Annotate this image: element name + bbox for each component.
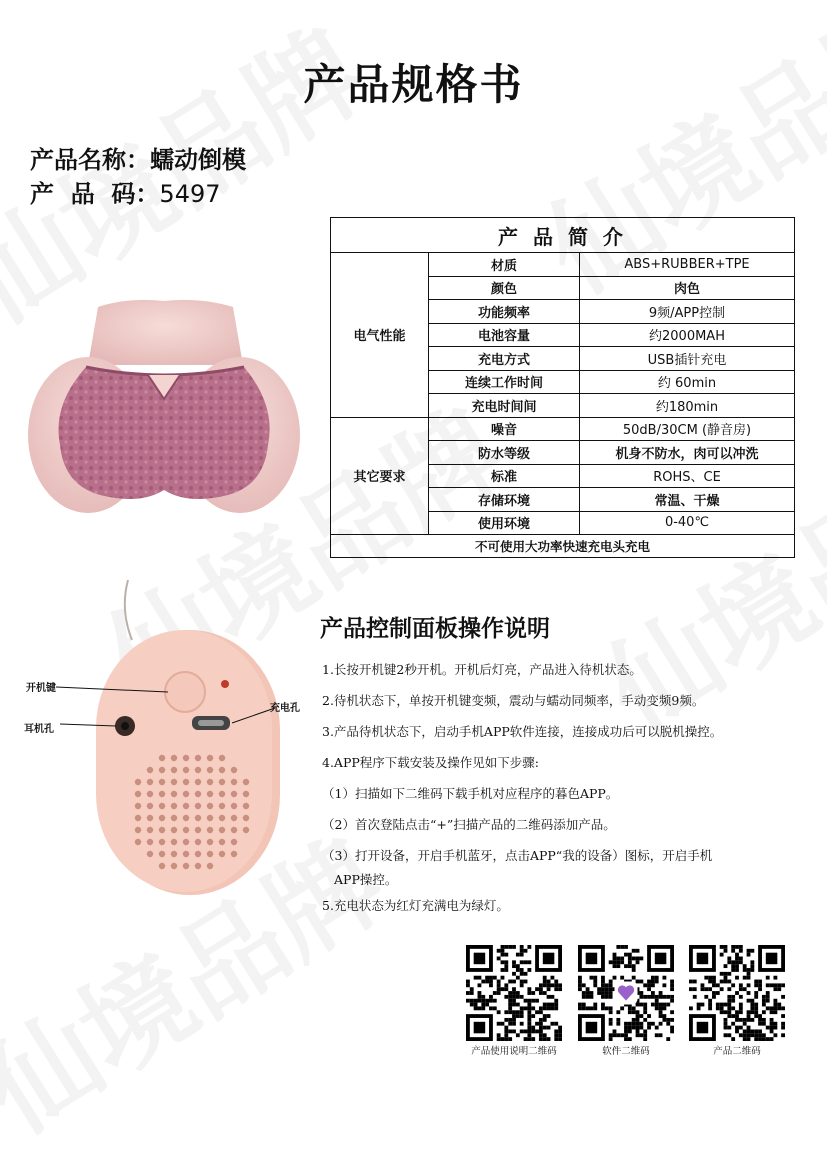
speaker-hole xyxy=(147,851,153,857)
instruction-step: 3.产品待机状态下，启动手机APP软件连接，连接成功后可以脱机操控。 xyxy=(322,724,723,739)
speaker-hole xyxy=(195,755,201,761)
spec-key: 防水等级 xyxy=(429,441,580,465)
spec-table-heading: 产 品 简 介 xyxy=(331,218,795,253)
spec-value: 约2000MAH xyxy=(580,323,795,347)
speaker-hole xyxy=(171,851,177,857)
group-other: 其它要求 xyxy=(331,417,429,535)
speaker-hole xyxy=(159,863,165,869)
speaker-hole xyxy=(171,815,177,821)
speaker-hole xyxy=(243,827,249,833)
speaker-hole xyxy=(219,839,225,845)
speaker-hole xyxy=(231,815,237,821)
product-image xyxy=(28,295,300,520)
speaker-hole xyxy=(171,863,177,869)
speaker-hole xyxy=(171,791,177,797)
speaker-hole xyxy=(207,815,213,821)
speaker-hole xyxy=(135,791,141,797)
speaker-hole xyxy=(159,791,165,797)
spec-table xyxy=(330,217,795,558)
speaker-hole xyxy=(135,803,141,809)
speaker-hole xyxy=(195,851,201,857)
speaker-hole xyxy=(183,815,189,821)
spec-key: 充电方式 xyxy=(429,347,580,371)
spec-key: 连续工作时间 xyxy=(429,370,580,394)
instruction-step: APP操控。 xyxy=(334,872,398,887)
qr-label: 软件二维码 xyxy=(602,1046,650,1057)
manual-qr-code[interactable] xyxy=(466,945,562,1041)
speaker-hole xyxy=(159,755,165,761)
group-electrical: 电气性能 xyxy=(331,253,429,418)
speaker-hole xyxy=(183,851,189,857)
speaker-hole xyxy=(159,779,165,785)
speaker-hole xyxy=(183,863,189,869)
speaker-hole xyxy=(219,803,225,809)
instruction-step: 5.充电状态为红灯充满电为绿灯。 xyxy=(322,898,509,913)
instruction-step: （1）扫描如下二维码下载手机对应程序的暮色APP。 xyxy=(322,786,619,801)
speaker-hole xyxy=(159,767,165,773)
speaker-hole xyxy=(195,791,201,797)
spec-key: 噪音 xyxy=(429,417,580,441)
speaker-hole xyxy=(195,767,201,773)
spec-value: 常温、干燥 xyxy=(580,488,795,512)
speaker-hole xyxy=(159,803,165,809)
speaker-hole xyxy=(171,755,177,761)
page-title: 产品规格书 xyxy=(303,60,524,109)
speaker-hole xyxy=(207,791,213,797)
instruction-step: 2.待机状态下，单按开机键变频，震动与蠕动同频率，手动变频9频。 xyxy=(322,693,705,708)
speaker-hole xyxy=(183,779,189,785)
speaker-hole xyxy=(135,779,141,785)
speaker-hole xyxy=(195,779,201,785)
spec-value: ROHS、CE xyxy=(580,464,795,488)
speaker-hole xyxy=(159,851,165,857)
speaker-hole xyxy=(243,803,249,809)
speaker-hole xyxy=(219,815,225,821)
instruction-step: 4.APP程序下载安装及操作见如下步骤: xyxy=(322,755,539,770)
spec-value: 肉色 xyxy=(580,276,795,300)
speaker-hole xyxy=(207,803,213,809)
speaker-hole xyxy=(243,815,249,821)
speaker-hole xyxy=(207,779,213,785)
spec-value: 0-40℃ xyxy=(580,511,795,535)
speaker-hole xyxy=(231,791,237,797)
speaker-hole xyxy=(231,839,237,845)
spec-key: 功能频率 xyxy=(429,300,580,324)
speaker-hole xyxy=(219,767,225,773)
speaker-hole xyxy=(183,839,189,845)
speaker-hole xyxy=(195,839,201,845)
speaker-hole xyxy=(207,851,213,857)
qr-label: 产品使用说明二维码 xyxy=(471,1046,557,1057)
earphone-callout: 耳机孔 xyxy=(24,724,54,735)
speaker-hole xyxy=(243,791,249,797)
speaker-hole xyxy=(219,779,225,785)
spec-value: 机身不防水，肉可以冲洗 xyxy=(580,441,795,465)
speaker-hole xyxy=(219,851,225,857)
spec-value: 约 60min xyxy=(580,370,795,394)
spec-key: 材质 xyxy=(429,253,580,277)
speaker-hole xyxy=(183,755,189,761)
speaker-hole xyxy=(171,803,177,809)
speaker-hole xyxy=(195,827,201,833)
product-code-label: 产 品 码： xyxy=(30,179,160,208)
speaker-hole xyxy=(243,779,249,785)
speaker-hole xyxy=(195,863,201,869)
product-name-label: 产品名称： xyxy=(30,145,150,174)
speaker-hole xyxy=(147,839,153,845)
speaker-hole xyxy=(135,839,141,845)
speaker-hole xyxy=(219,755,225,761)
speaker-hole xyxy=(219,791,225,797)
speaker-hole xyxy=(147,803,153,809)
instruction-step: （3）打开设备，开启手机蓝牙，点击APP“我的设备）图标，开启手机 xyxy=(322,848,713,863)
speaker-hole xyxy=(171,839,177,845)
speaker-hole xyxy=(231,827,237,833)
speaker-hole xyxy=(207,755,213,761)
charge-port-callout: 充电孔 xyxy=(270,703,300,714)
product-qr-code[interactable] xyxy=(689,945,785,1041)
speaker-hole xyxy=(183,827,189,833)
spec-table-footer: 不可使用大功率快速充电头充电 xyxy=(331,535,795,558)
speaker-hole xyxy=(147,767,153,773)
speaker-hole xyxy=(231,851,237,857)
speaker-hole xyxy=(195,803,201,809)
speaker-hole xyxy=(231,803,237,809)
qr-label: 产品二维码 xyxy=(713,1046,761,1057)
spec-value: 约180min xyxy=(580,394,795,418)
spec-value: USB插针充电 xyxy=(580,347,795,371)
spec-key: 充电时间间 xyxy=(429,394,580,418)
instruction-step: 1.长按开机键2秒开机。开机后灯亮，产品进入待机状态。 xyxy=(322,662,642,677)
speaker-hole xyxy=(159,839,165,845)
instruction-step: （2）首次登陆点击“+”扫描产品的二维码添加产品。 xyxy=(322,817,616,832)
speaker-hole xyxy=(195,815,201,821)
product-code-line xyxy=(30,174,221,209)
speaker-hole xyxy=(207,863,213,869)
product-code-value: 5497 xyxy=(159,180,221,208)
speaker-hole xyxy=(159,827,165,833)
speaker-hole xyxy=(219,827,225,833)
spec-key: 标准 xyxy=(429,464,580,488)
speaker-hole xyxy=(231,767,237,773)
speaker-hole xyxy=(207,767,213,773)
spec-key: 使用环境 xyxy=(429,511,580,535)
speaker-hole xyxy=(171,827,177,833)
spec-value: 9频/APP控制 xyxy=(580,300,795,324)
speaker-hole xyxy=(183,791,189,797)
speaker-hole xyxy=(147,779,153,785)
speaker-hole xyxy=(231,779,237,785)
speaker-hole xyxy=(207,827,213,833)
control-panel-image xyxy=(20,580,310,900)
spec-key: 电池容量 xyxy=(429,323,580,347)
speaker-hole xyxy=(147,827,153,833)
speaker-hole xyxy=(147,815,153,821)
speaker-hole xyxy=(171,767,177,773)
spec-value: ABS+RUBBER+TPE xyxy=(580,253,795,277)
speaker-hole xyxy=(183,803,189,809)
speaker-hole xyxy=(135,827,141,833)
power-key-callout: 开机键 xyxy=(26,683,56,694)
product-name-line xyxy=(30,140,246,175)
app-qr-code[interactable] xyxy=(578,945,674,1041)
speaker-hole xyxy=(159,815,165,821)
spec-key: 存储环境 xyxy=(429,488,580,512)
speaker-hole xyxy=(135,815,141,821)
speaker-hole xyxy=(147,791,153,797)
speaker-hole xyxy=(207,839,213,845)
speaker-hole xyxy=(171,779,177,785)
spec-value: 50dB/30CM (静音房) xyxy=(580,417,795,441)
product-name-value: 蠕动倒模 xyxy=(150,145,246,174)
speaker-hole xyxy=(183,767,189,773)
instructions-title: 产品控制面板操作说明 xyxy=(320,615,550,642)
spec-key: 颜色 xyxy=(429,276,580,300)
